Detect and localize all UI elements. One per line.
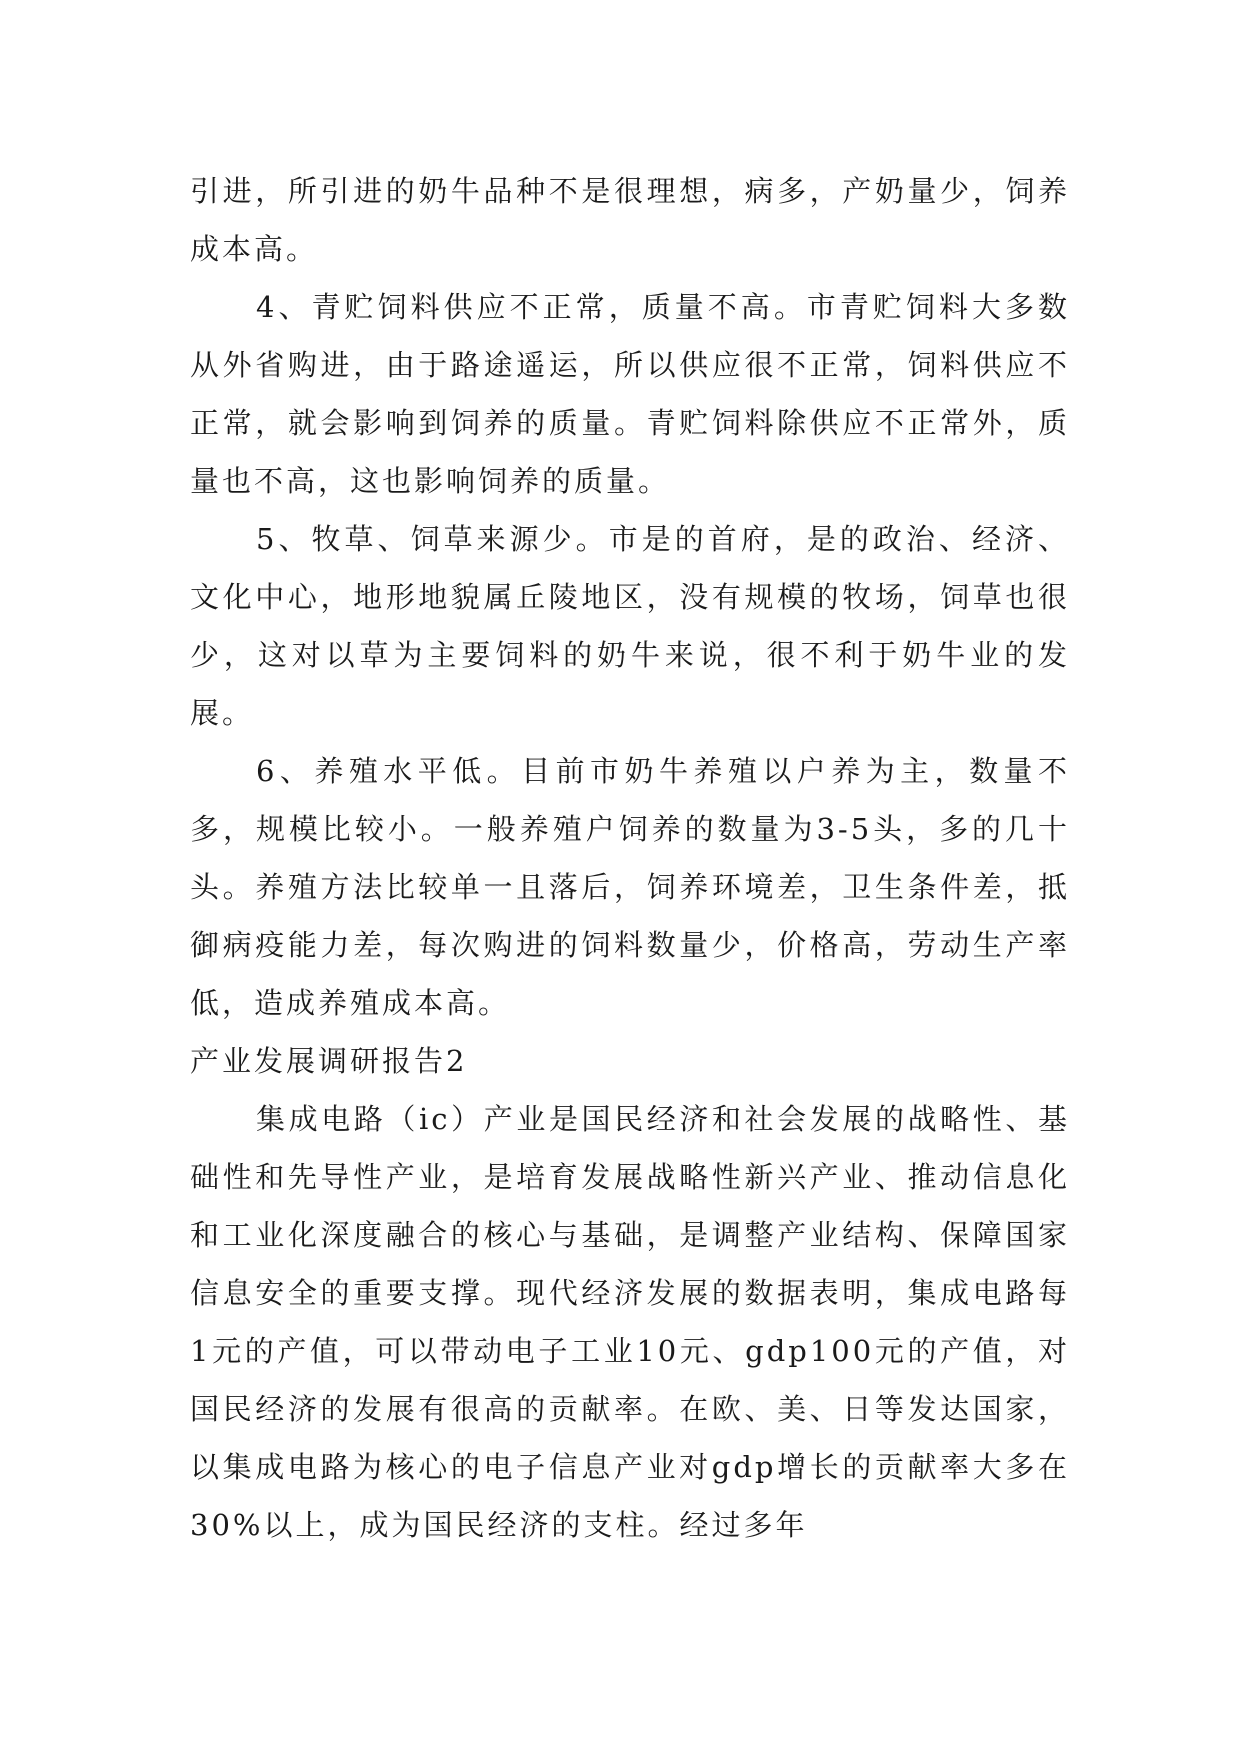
paragraph-item-6: 6、养殖水平低。目前市奶牛养殖以户养为主，数量不多，规模比较小。一般养殖户饲养的数量为3-5头，多的几十头。养殖方法比较单一且落后，饲养环境差，卫生条件差，抵御病疫能力差，每次购进的饲料数量少，价格高，劳动生产率低，造成养殖成本高。 bbox=[190, 754, 1070, 1020]
paragraph-continuation: 引进，所引进的奶牛品种不是很理想，病多，产奶量少，饲养成本高。 bbox=[190, 174, 1070, 266]
paragraph-item-5: 5、牧草、饲草来源少。市是的首府，是的政治、经济、文化中心，地形地貌属丘陵地区，没有规模的牧场，饲草也很少，这对以草为主要饲料的奶牛来说，很不利于奶牛业的发展。 bbox=[190, 522, 1070, 730]
document-body bbox=[190, 162, 1070, 1554]
paragraph-item-4: 4、青贮饲料供应不正常，质量不高。市青贮饲料大多数从外省购进，由于路途遥运，所以供应很不正常，饲料供应不正常，就会影响到饲养的质量。青贮饲料除供应不正常外，质量也不高，这也影响饲养的质量。 bbox=[190, 290, 1070, 498]
section-heading: 产业发展调研报告2 bbox=[190, 1044, 468, 1078]
paragraph-ic-industry: 集成电路（ic）产业是国民经济和社会发展的战略性、基础性和先导性产业，是培育发展战略性新兴产业、推动信息化和工业化深度融合的核心与基础，是调整产业结构、保障国家信息安全的重要支撑。现代经济发展的数据表明，集成电路每1元的产值，可以带动电子工业10元、gdp100元的产值，对国民经济的发展有很高的贡献率。在欧、美、日等发达国家，以集成电路为核心的电子信息产业对gdp增长的贡献率大多在30%以上，成为国民经济的支柱。经过多年 bbox=[190, 1102, 1070, 1542]
